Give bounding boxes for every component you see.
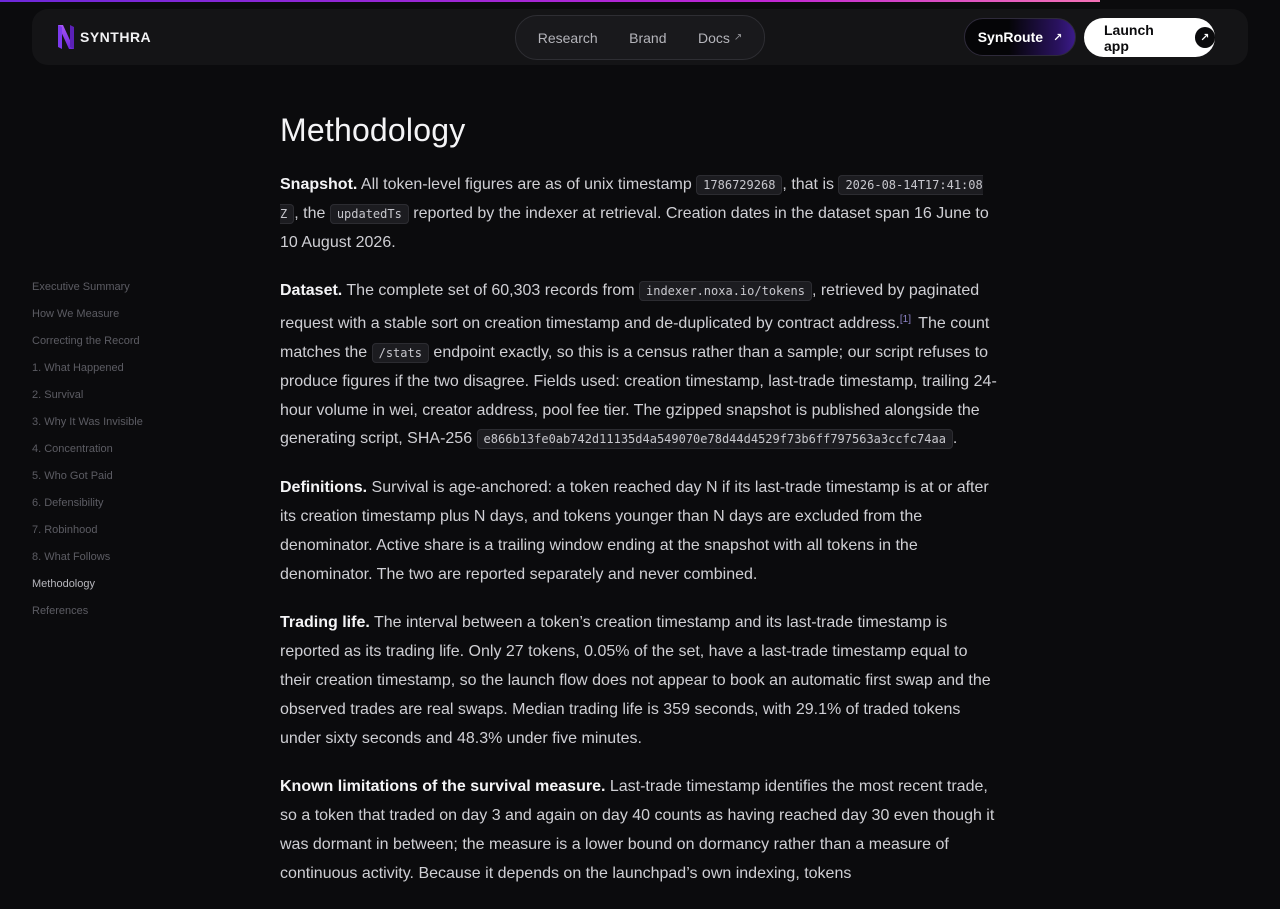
paragraph-text: The count matches the	[280, 315, 990, 361]
toc-item[interactable]: 1. What Happened	[32, 362, 124, 374]
paragraph-text: The complete set of 60,303 records from	[342, 282, 639, 300]
top-navigation-bar	[32, 9, 1248, 65]
paragraph-text: The interval between a token’s creation timestamp and its last-trade timestamp is reported as its trading life. Only 27 tokens, 0.05% of the set, have a last-trade timestamp equal to their creation timestamp, so the launch flow does not appear to book an automatic first swap and the observed trades are real swaps. Median trading life is 359 seconds, with 29.1% of traded tokens under sixty seconds and 48.3% under five minutes.	[280, 614, 991, 747]
hash-code: e866b13fe0ab742d11135d4a549070e78d44d4529f73b6ff797563a3ccfc74aa	[477, 429, 953, 449]
synroute-label: SynRoute	[977, 29, 1044, 45]
logo[interactable]	[56, 24, 151, 50]
launch-app-label: Launch app	[1104, 21, 1154, 54]
paragraph-lead: Trading life.	[280, 614, 370, 632]
nav-brand-label: Brand	[629, 29, 667, 46]
toc-item[interactable]: References	[32, 605, 89, 617]
paragraph-text: endpoint exactly, so this is a census rather than a sample; our script refuses to produce figures if the two disagree. Fields used: creation timestamp, last-trade timestamp, trailing 24-hour volume in wei, creator address, pool fee tier. The gzipped snapshot is published alongside the generating script, SHA-256	[280, 343, 997, 448]
definitions-paragraph	[280, 474, 1000, 589]
arrow-up-right-icon: ↗	[1053, 31, 1063, 44]
stats-code: /stats	[372, 343, 429, 363]
toc-item[interactable]: 7. Robinhood	[32, 524, 98, 536]
toc-item[interactable]: 2. Survival	[32, 389, 84, 401]
article	[280, 112, 1000, 909]
trading-life-paragraph	[280, 609, 1000, 753]
paragraph-text: reported by the indexer at retrieval. Creation dates in the dataset span 16 June to 10 August 2026.	[280, 204, 989, 251]
logo-wordmark: SYNTHRA	[80, 29, 152, 45]
dataset-paragraph	[280, 277, 1000, 454]
toc-item[interactable]: 3. Why It Was Invisible	[32, 416, 143, 428]
table-of-contents	[32, 280, 232, 631]
nav-docs-label: Docs	[697, 29, 730, 46]
toc-item-active[interactable]: Methodology	[32, 578, 95, 590]
toc-item[interactable]: How We Measure	[32, 308, 120, 320]
toc-item[interactable]: Executive Summary	[32, 281, 130, 293]
paragraph-text: .	[952, 430, 958, 448]
nav-brand[interactable]	[629, 30, 666, 46]
synroute-button[interactable]	[964, 18, 1076, 56]
timestamp-code: 1786729268	[696, 175, 782, 195]
paragraph-lead: Snapshot.	[280, 176, 358, 193]
paragraph-text: All token-level figures are as of unix timestamp	[357, 176, 697, 193]
paragraph-text: Last-trade timestamp identifies the most recent trade, so a token that traded on day 3 and again on day 40 counts as having reached day 30 even though it was dormant in between; the measure is a lower bound on dormancy rather than a measure of continuous activity. Because it depends on the launchpad’s own indexing, tokens	[280, 778, 995, 882]
nav-research[interactable]	[538, 30, 598, 46]
paragraph-lead: Known limitations of the survival measure.	[280, 778, 606, 796]
arrow-up-right-circle-icon: ↗	[1195, 27, 1215, 48]
paragraph-text: Survival is age-anchored: a token reached day N if its last-trade timestamp is at or after its creation timestamp plus N days, and tokens younger than N days are excluded from the denominator. Active share is a trailing window ending at the snapshot with all tokens in the denominator. The two are reported separately and never combined.	[280, 479, 989, 583]
toc-item[interactable]: Correcting the Record	[32, 335, 140, 347]
nav-docs[interactable]	[698, 30, 742, 46]
paragraph-lead: Definitions.	[280, 479, 368, 497]
external-link-icon: ↗	[733, 32, 743, 43]
toc-item[interactable]: 5. Who Got Paid	[32, 470, 113, 482]
page-title: Methodology	[280, 112, 466, 148]
paragraph-text: , that is	[782, 176, 839, 193]
toc-item[interactable]: 6. Defensibility	[32, 497, 104, 509]
paragraph-lead: Dataset.	[280, 282, 343, 300]
reading-progress-bar	[0, 0, 1100, 2]
iso-date-code: 2026-08-14T17:41:08Z	[280, 175, 983, 224]
snapshot-paragraph	[280, 171, 1000, 257]
launch-app-button[interactable]	[1084, 18, 1215, 57]
toc-item[interactable]: 4. Concentration	[32, 443, 113, 455]
synthra-logo-icon	[56, 24, 76, 50]
main-nav	[515, 15, 765, 60]
endpoint-code: indexer.noxa.io/tokens	[639, 281, 812, 301]
limitations-paragraph	[280, 773, 1000, 888]
paragraph-text: , the	[294, 204, 330, 222]
field-code: updatedTs	[330, 204, 409, 224]
nav-research-label: Research	[537, 29, 598, 46]
paragraph-text: , retrieved by paginated request with a stable sort on creation timestamp and de-duplicated by contract address.	[280, 282, 980, 333]
footnote-link[interactable]: [1]	[899, 314, 912, 326]
toc-item[interactable]: 8. What Follows	[32, 551, 111, 563]
